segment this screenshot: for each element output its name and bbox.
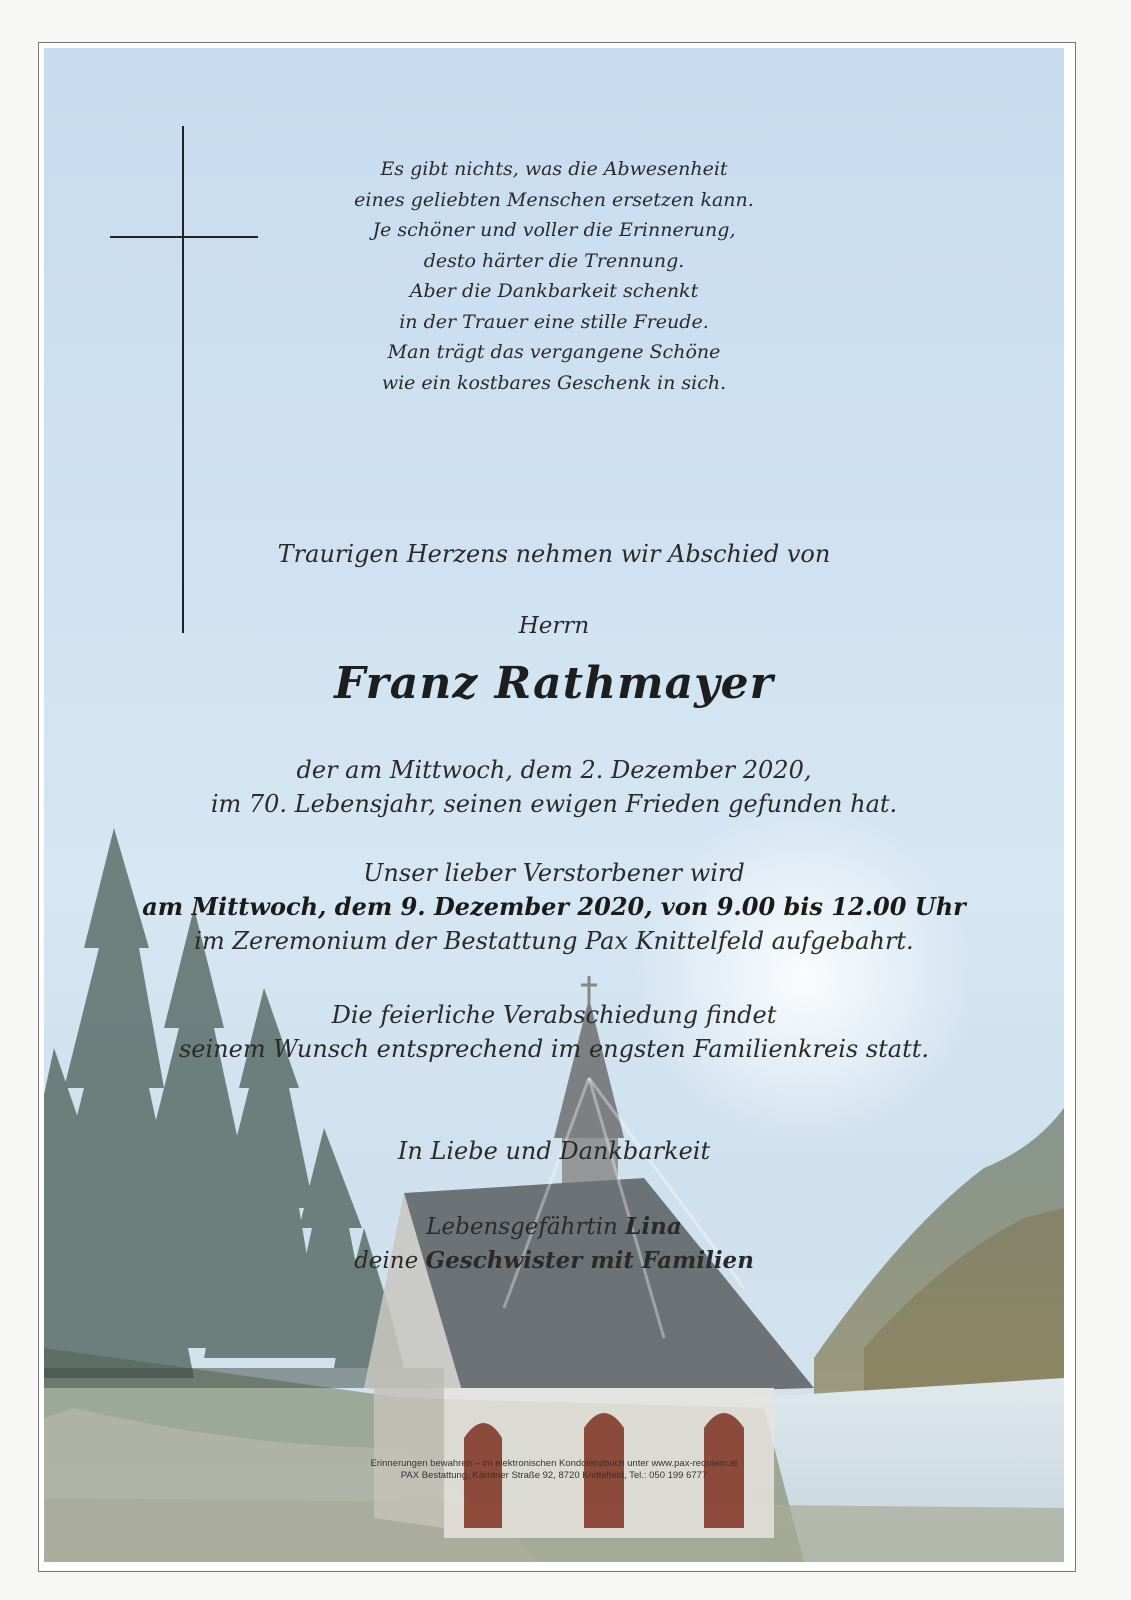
- footer: [44, 1458, 1064, 1482]
- signatures: [44, 1210, 1064, 1278]
- signature-line: [44, 1244, 1064, 1278]
- death-line: im 70. Lebensjahr, seinen ewigen Frieden gefunden hat.: [210, 790, 898, 818]
- obituary-card: [44, 48, 1064, 1562]
- signature-name: Geschwister mit Familien: [425, 1247, 754, 1274]
- poem-line: desto härter die Trennung.: [423, 249, 685, 272]
- viewing-notice: [44, 856, 1064, 958]
- footer-line: Erinnerungen bewahren – im elektronischen Kondolenzbuch unter www.pax-requiem.at: [370, 1458, 738, 1469]
- farewell-notice: [44, 998, 1064, 1066]
- signature-prefix: Lebensgefährtin: [426, 1214, 626, 1240]
- signature-name: Lina: [625, 1213, 682, 1240]
- death-line: der am Mittwoch, dem 2. Dezember 2020,: [296, 756, 812, 784]
- poem: [44, 154, 1064, 398]
- intro-text: Traurigen Herzens nehmen wir Abschied von: [277, 540, 831, 568]
- viewing-line: im Zeremonium der Bestattung Pax Knittelfeld aufgebahrt.: [194, 927, 914, 955]
- signature-prefix: deine: [354, 1248, 426, 1274]
- salutation: Herrn: [518, 613, 590, 639]
- poem-line: in der Trauer eine stille Freude.: [399, 310, 709, 333]
- farewell-line: seinem Wunsch entsprechend im engsten Familienkreis statt.: [178, 1035, 930, 1063]
- closing-text: In Liebe und Dankbarkeit: [397, 1137, 711, 1165]
- poem-line: wie ein kostbares Geschenk in sich.: [381, 371, 727, 394]
- farewell-line: Die feierliche Verabschiedung findet: [331, 1001, 777, 1029]
- signature-line: [44, 1210, 1064, 1244]
- poem-line: Es gibt nichts, was die Abwesenheit: [380, 158, 728, 180]
- poem-line: Man trägt das vergangene Schöne: [387, 341, 721, 363]
- footer-line: PAX Bestattung, Kärntner Straße 92, 8720 Knittelfeld, Tel.: 050 199 6777: [400, 1470, 708, 1481]
- poem-line: Aber die Dankbarkeit schenkt: [409, 280, 699, 302]
- viewing-date: am Mittwoch, dem 9. Dezember 2020, von 9.00 bis 12.00 Uhr: [142, 892, 966, 921]
- deceased-name: Franz Rathmayer: [334, 658, 774, 709]
- poem-line: eines geliebten Menschen ersetzen kann.: [354, 188, 754, 211]
- poem-line: Je schöner und voller die Erinnerung,: [372, 219, 736, 241]
- viewing-line: Unser lieber Verstorbener wird: [363, 859, 745, 887]
- death-notice: [44, 753, 1064, 821]
